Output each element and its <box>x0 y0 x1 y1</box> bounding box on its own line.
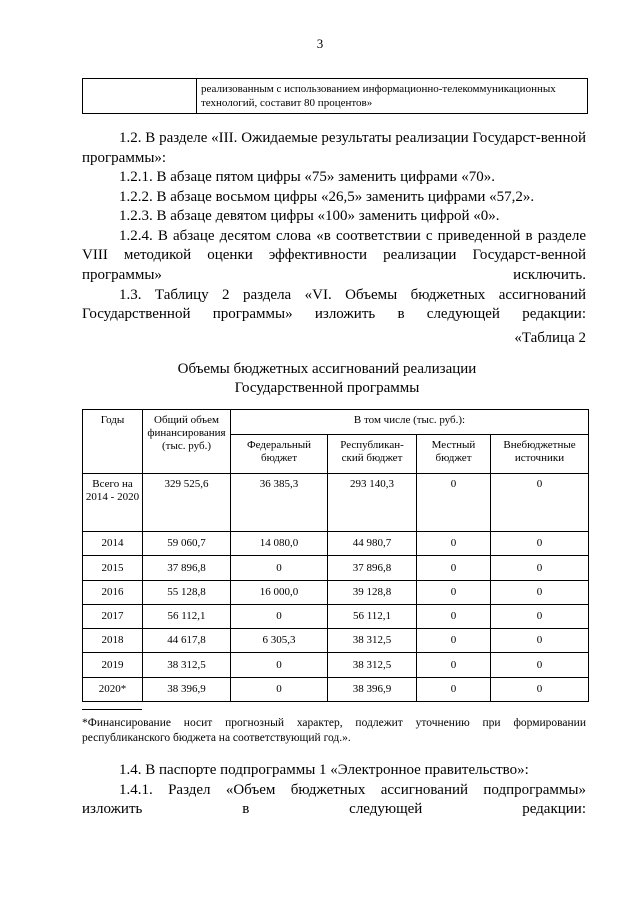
table-row <box>83 653 589 677</box>
table-title-line-2: Государственной программы <box>234 380 420 396</box>
cell-federal: 0 <box>231 556 328 580</box>
cell-republican: 44 980,7 <box>328 532 417 556</box>
table-cell-blank <box>83 79 197 114</box>
cell-year: 2014 <box>83 532 143 556</box>
header-local: Местный бюджет <box>417 435 491 473</box>
paragraph-1-2-3: 1.2.3. В абзаце девятом цифры «100» заменить цифрой «0». <box>119 208 500 225</box>
cell-total: 37 896,8 <box>143 556 231 580</box>
cell-local: 0 <box>417 629 491 653</box>
header-republican: Республикан-ский бюджет <box>328 435 417 473</box>
header-federal: Федеральный бюджет <box>231 435 328 473</box>
cell-total: 38 396,9 <box>143 677 231 701</box>
cell-year: 2016 <box>83 580 143 604</box>
cell-federal: 0 <box>231 653 328 677</box>
cell-extra: 0 <box>491 532 589 556</box>
cell-local: 0 <box>417 580 491 604</box>
cell-local: 0 <box>417 604 491 628</box>
table-row <box>83 532 589 556</box>
paragraph-1-4: 1.4. В паспорте подпрограммы 1 «Электронное правительство»: <box>119 762 529 778</box>
header-extrabudget: Внебюджетные источники <box>491 435 589 473</box>
cell-extra: 0 <box>491 604 589 628</box>
cell-local: 0 <box>417 677 491 701</box>
budget-table <box>82 409 589 702</box>
cell-year: 2015 <box>83 556 143 580</box>
table-row <box>83 79 588 114</box>
header-including: В том числе (тыс. руб.): <box>231 410 589 435</box>
table-row <box>83 580 589 604</box>
cell-total: 44 617,8 <box>143 629 231 653</box>
header-year: Годы <box>83 410 143 474</box>
continuation-table <box>82 78 588 114</box>
paragraph-1-2: 1.2. В разделе «III. Ожидаемые результаты реализации Государст-венной программы»: <box>82 130 586 166</box>
cell-republican: 39 128,8 <box>328 580 417 604</box>
cell-total: 38 312,5 <box>143 653 231 677</box>
cell-local: 0 <box>417 532 491 556</box>
cell-total: 329 525,6 <box>143 473 231 532</box>
cell-local: 0 <box>417 653 491 677</box>
cell-extra: 0 <box>491 556 589 580</box>
cell-extra: 0 <box>491 677 589 701</box>
cell-year: 2019 <box>83 653 143 677</box>
cell-republican: 293 140,3 <box>328 473 417 532</box>
cell-federal: 6 305,3 <box>231 629 328 653</box>
cell-federal: 14 080,0 <box>231 532 328 556</box>
cell-year: 2020* <box>83 677 143 701</box>
cell-republican: 37 896,8 <box>328 556 417 580</box>
cell-total: 59 060,7 <box>143 532 231 556</box>
paragraph-1-2-1: 1.2.1. В абзаце пятом цифры «75» заменить цифрами «70». <box>119 169 496 185</box>
table-row <box>83 473 589 532</box>
cell-extra: 0 <box>491 473 589 532</box>
cell-republican: 38 312,5 <box>328 629 417 653</box>
cell-total: 56 112,1 <box>143 604 231 628</box>
cell-federal: 0 <box>231 604 328 628</box>
table-label: «Таблица 2 <box>514 330 586 346</box>
cell-year: 2018 <box>83 629 143 653</box>
table-row <box>83 556 589 580</box>
header-row <box>83 410 589 435</box>
cell-extra: 0 <box>491 580 589 604</box>
table-row <box>83 604 589 628</box>
table-cell-text: реализованным с использованием информационно-телекоммуникационных технологий, составит 80 процентов» <box>197 79 588 114</box>
cell-total: 55 128,8 <box>143 580 231 604</box>
cell-year: Всего на 2014 - 2020 <box>83 473 143 532</box>
cell-local: 0 <box>417 556 491 580</box>
cell-local: 0 <box>417 473 491 532</box>
paragraph-1-4-1: 1.4.1. Раздел «Объем бюджетных ассигнований подпрограммы» изложить в следующей редакции: <box>82 781 586 818</box>
table-row <box>83 629 589 653</box>
paragraph-1-3: 1.3. Таблицу 2 раздела «VI. Объемы бюджетных ассигнований Государственной программы» изложить в следующей редакции: <box>82 286 586 323</box>
header-total: Общий объем финансирования (тыс. руб.) <box>143 410 231 474</box>
cell-republican: 38 396,9 <box>328 677 417 701</box>
paragraph-1-2-2: 1.2.2. В абзаце восьмом цифры «26,5» заменить цифрами «57,2». <box>119 188 535 205</box>
cell-republican: 56 112,1 <box>328 604 417 628</box>
table-title-line-1: Объемы бюджетных ассигнований реализации <box>177 361 477 377</box>
cell-federal: 16 000,0 <box>231 580 328 604</box>
cell-year: 2017 <box>83 604 143 628</box>
cell-extra: 0 <box>491 653 589 677</box>
table-row <box>83 677 589 701</box>
cell-extra: 0 <box>491 629 589 653</box>
footnote: *Финансирование носит прогнозный характер, подлежит уточнению при формировании республиканского бюджета на соответствующий год.». <box>82 717 586 744</box>
page-number: 3 <box>316 36 324 51</box>
footnote-divider <box>82 709 142 710</box>
cell-federal: 0 <box>231 677 328 701</box>
cell-federal: 36 385,3 <box>231 473 328 532</box>
cell-republican: 38 312,5 <box>328 653 417 677</box>
paragraph-1-2-4: 1.2.4. В абзаце десятом слова «в соответствии с приведенной в разделе VIII методикой оценки эффективности реализации Государст-венной программы» исключить. <box>82 227 586 283</box>
